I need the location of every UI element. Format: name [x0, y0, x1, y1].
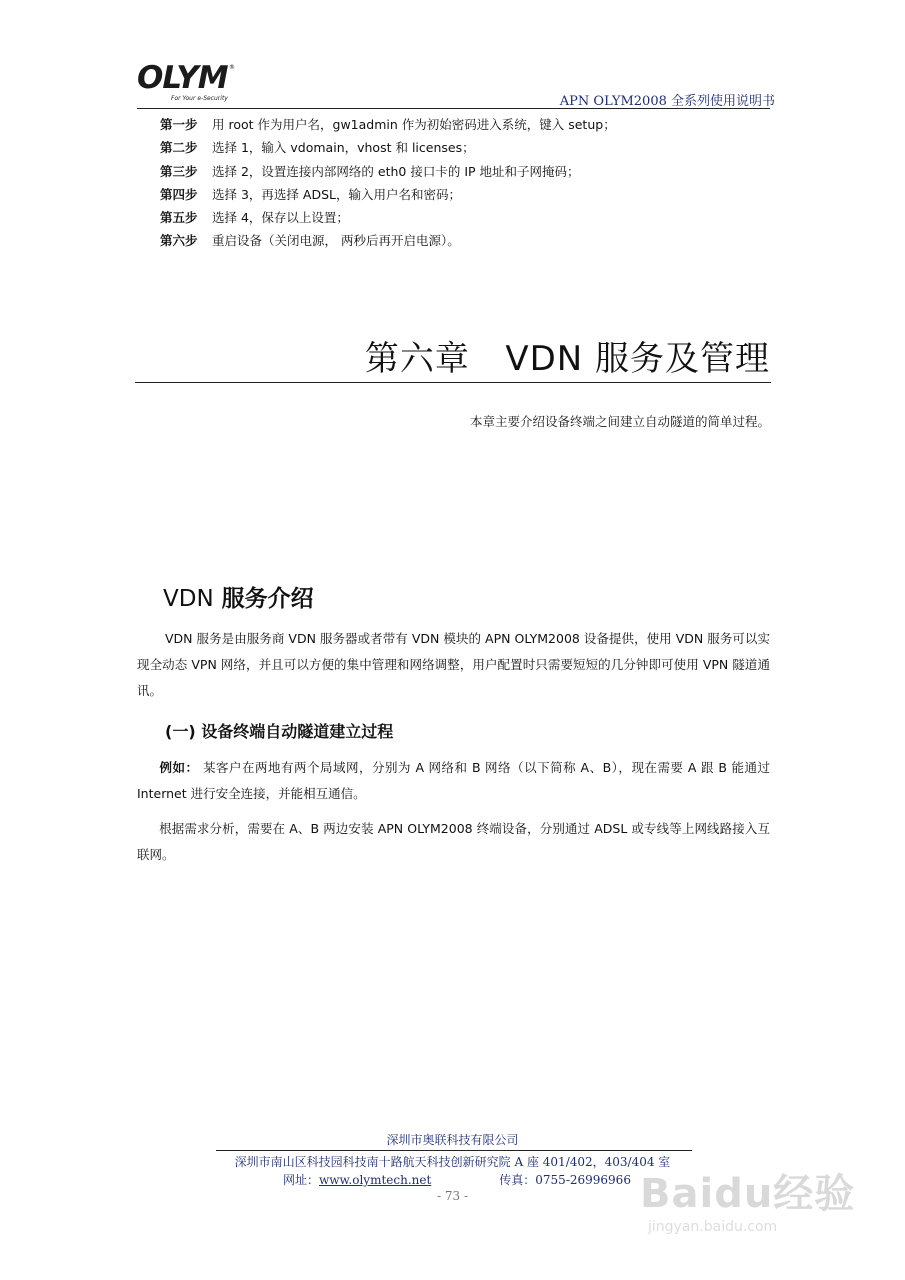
step-label: 第三步	[160, 163, 198, 179]
page-number: - 73 -	[436, 1189, 468, 1203]
header-divider	[137, 108, 770, 109]
logo-trademark: ®	[229, 64, 235, 71]
logo-text: OLYM	[137, 60, 228, 96]
analysis-paragraph	[137, 816, 770, 868]
logo-tagline: For Your e-Security	[171, 95, 228, 102]
setup-steps	[160, 113, 770, 253]
section-title-text: 服务介绍	[213, 586, 314, 612]
subsection-title: (一) 设备终端自动隧道建立过程	[165, 722, 394, 741]
section-paragraph-text: VDN 服务是由服务商 VDN 服务器或者带有 VDN 模块的 APN OLYM2008 设备提供，使用 VDN 服务可以实现全动态 VPN 网络，并且可以方便的集中管理和网络调整，用户配置时只需要短短的几分钟即可使用 VPN 隧道通讯。	[137, 631, 770, 698]
chapter-divider	[135, 382, 771, 383]
step-label: 第四步	[160, 186, 198, 202]
footer-web-link[interactable]: www.olymtech.net	[319, 1173, 432, 1187]
step-text: 选择 1，输入 vdomain，vhost 和 licenses；	[212, 140, 475, 156]
section-paragraph	[137, 626, 770, 704]
step-text: 重启设备（关闭电源， 两秒后再开启电源）。	[212, 233, 460, 249]
step-label: 第五步	[160, 210, 198, 226]
step-text: 选择 3，再选择 ADSL，输入用户名和密码；	[212, 186, 461, 202]
step-text: 选择 4，保存以上设置；	[212, 210, 349, 226]
step-item	[160, 229, 770, 252]
step-text: 用 root 作为用户名，gw1admin 作为初始密码进入系统，键入 setup；	[212, 117, 616, 132]
chapter-intro: 本章主要介绍设备终端之间建立自动隧道的简单过程。	[469, 414, 770, 429]
step-item	[160, 160, 770, 183]
step-item	[160, 113, 770, 136]
step-item	[160, 183, 770, 206]
step-label: 第二步	[160, 140, 198, 156]
step-label: 第一步	[160, 117, 198, 132]
example-text: 某客户在两地有两个局域网，分别为 A 网络和 B 网络（以下简称 A、B），现在需要 A 跟 B 能通过 Internet 进行安全连接，并能相互通信。	[137, 760, 770, 801]
footer-company: 深圳市奥联科技有限公司	[386, 1133, 519, 1147]
footer-web-label: 网址：	[283, 1173, 320, 1187]
example-paragraph	[137, 755, 770, 807]
section-title	[163, 580, 314, 613]
header-title: APN OLYM2008 全系列使用说明书	[559, 94, 775, 109]
watermark-domain: jingyan.baidu.com	[648, 1219, 778, 1235]
chapter-title: 第六章 VDN 服务及管理	[364, 339, 770, 379]
company-logo	[137, 62, 247, 106]
example-label: 例如：	[159, 760, 199, 775]
footer-fax: 传真：0755-26996966	[499, 1173, 631, 1187]
watermark	[640, 1162, 870, 1242]
step-item	[160, 136, 770, 159]
footer-divider	[216, 1150, 692, 1151]
footer-address: 深圳市南山区科技园科技南十路航天科技创新研究院 A 座 401/402，403/404 室	[234, 1155, 671, 1169]
step-label: 第六步	[160, 233, 198, 249]
footer-contact	[283, 1171, 631, 1188]
analysis-text: 根据需求分析，需要在 A、B 两边安装 APN OLYM2008 终端设备，分别通过 ADSL 或专线等上网线路接入互联网。	[137, 821, 770, 862]
watermark-brand: Baidu经验	[640, 1171, 856, 1217]
step-item	[160, 206, 770, 229]
section-title-prefix: VDN	[163, 586, 214, 612]
step-text: 选择 2，设置连接内部网络的 eth0 接口卡的 IP 地址和子网掩码；	[212, 163, 580, 179]
